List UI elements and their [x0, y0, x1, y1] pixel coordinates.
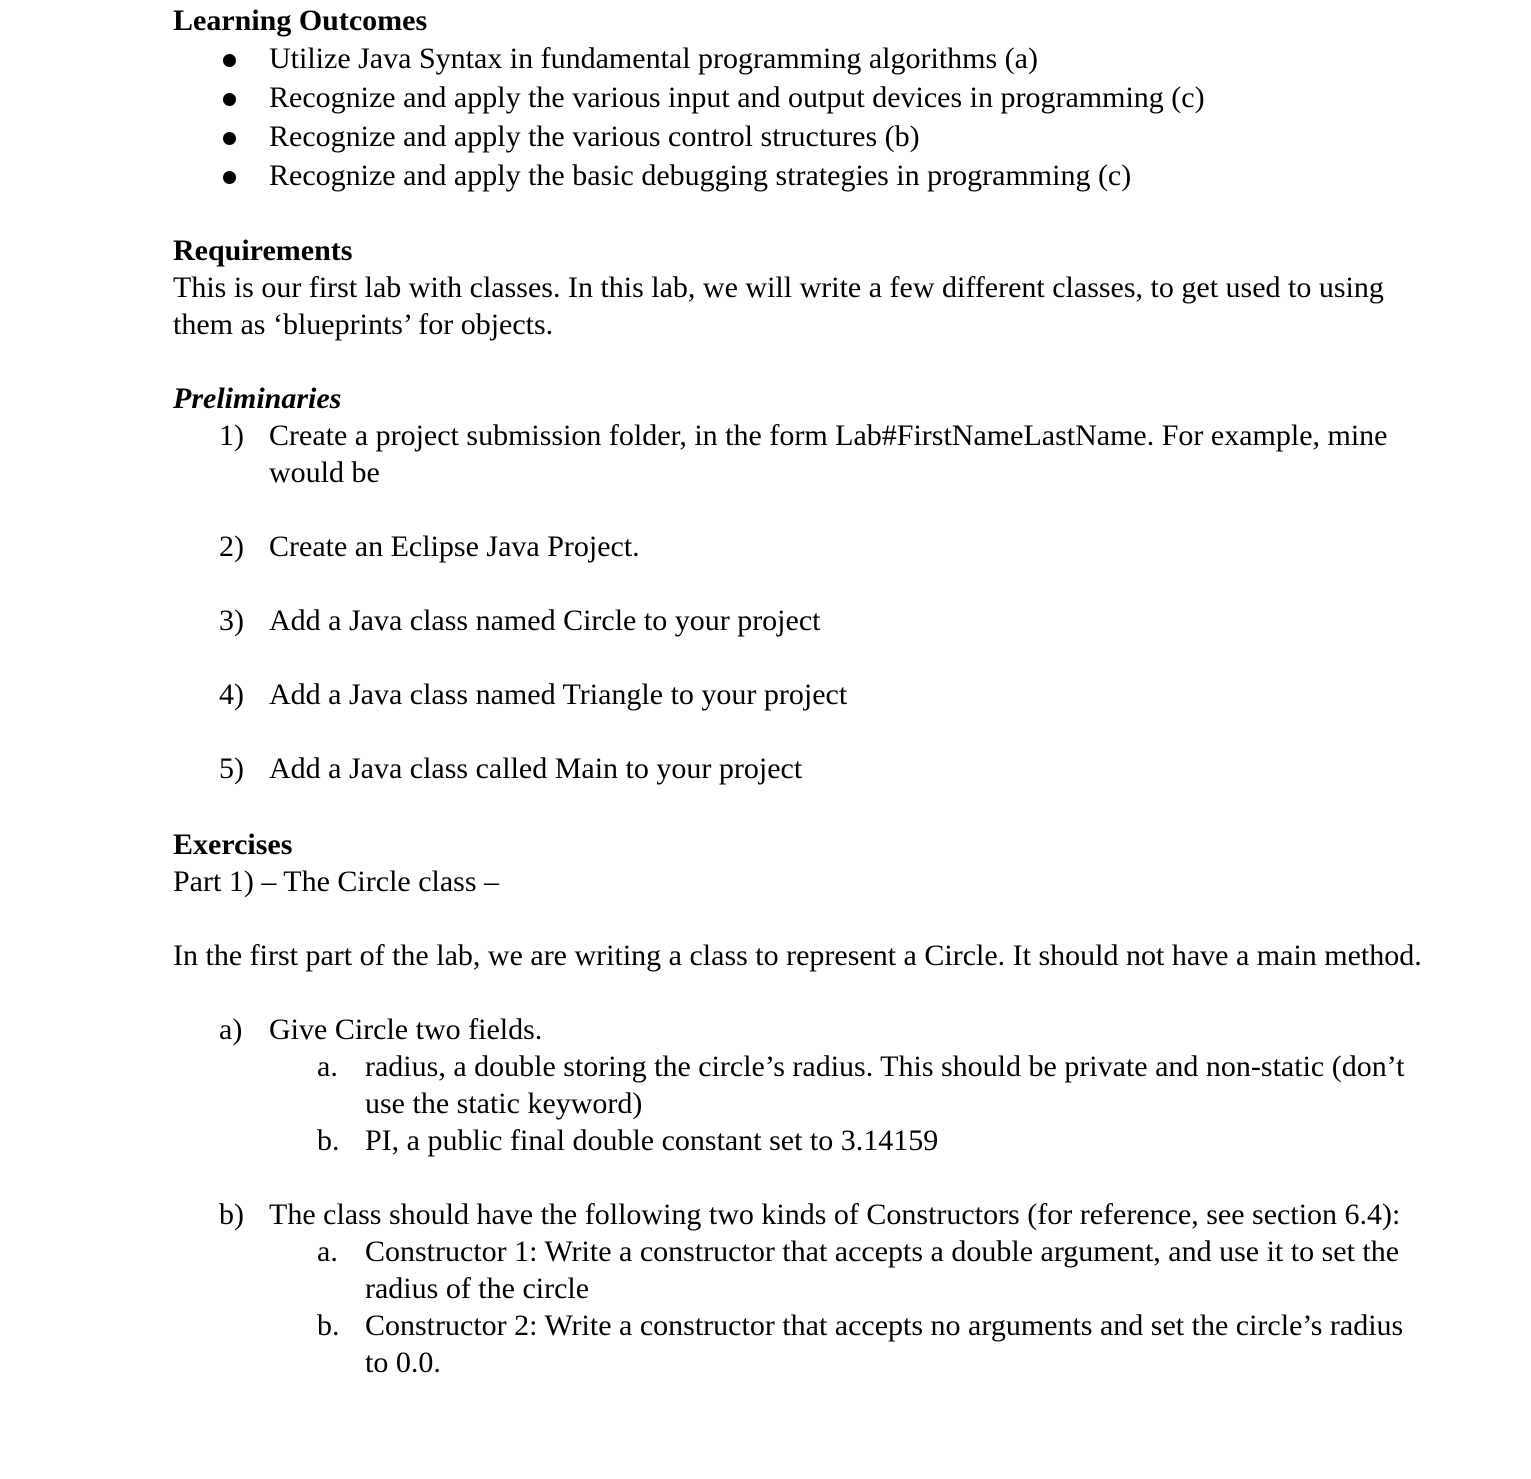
preliminary-step: 3) Add a Java class named Circle to your project [219, 604, 821, 637]
list-item: Recognize and apply the various input and output devices in programming (c) [173, 78, 1423, 117]
bullet-icon [223, 93, 236, 106]
preliminary-step: 2) Create an Eclipse Java Project. [219, 530, 640, 563]
exercise-step: a) Give Circle two fields. [219, 1013, 543, 1046]
document-page [173, 0, 1423, 1381]
exercise-substep: a. radius, a double storing the circle’s radius. This should be private and non-static (don’t use the static keyword) [317, 1050, 1405, 1120]
part-title: Part 1) – The Circle class – [173, 865, 500, 898]
preliminary-step: 5) Add a Java class called Main to your project [219, 752, 803, 785]
exercise-substep: b. PI, a public final double constant set to 3.14159 [317, 1124, 939, 1157]
bullet-icon [223, 54, 236, 67]
learning-outcomes-heading: Learning Outcomes [173, 4, 428, 37]
preliminaries-heading: Preliminaries [173, 382, 342, 415]
exercise-substep: a. Constructor 1: Write a constructor that accepts a double argument, and use it to set the radius of the circle [317, 1235, 1400, 1305]
preliminary-step: 1) Create a project submission folder, in the form Lab#FirstNameLastName. For example, mine would be [219, 419, 1388, 489]
list-item: Recognize and apply the various control structures (b) [173, 117, 1423, 156]
list-item: Recognize and apply the basic debugging strategies in programming (c) [173, 156, 1423, 195]
learning-outcomes-list [173, 39, 1423, 195]
list-item: Utilize Java Syntax in fundamental programming algorithms (a) [173, 39, 1423, 78]
bullet-icon [223, 132, 236, 145]
requirements-heading: Requirements [173, 234, 353, 267]
preliminary-step: 4) Add a Java class named Triangle to your project [219, 678, 848, 711]
exercises-heading: Exercises [173, 828, 293, 861]
bullet-icon [223, 171, 236, 184]
requirements-text: This is our first lab with classes. In this lab, we will write a few different classes, to get used to using them as ‘blueprints’ for objects. [173, 271, 1384, 341]
exercise-step: b) The class should have the following two kinds of Constructors (for reference, see section 6.4): [219, 1198, 1401, 1231]
exercise-intro: In the first part of the lab, we are writing a class to represent a Circle. It should not have a main method. [173, 939, 1422, 972]
exercise-substep: b. Constructor 2: Write a constructor that accepts no arguments and set the circle’s radius to 0.0. [317, 1309, 1404, 1379]
